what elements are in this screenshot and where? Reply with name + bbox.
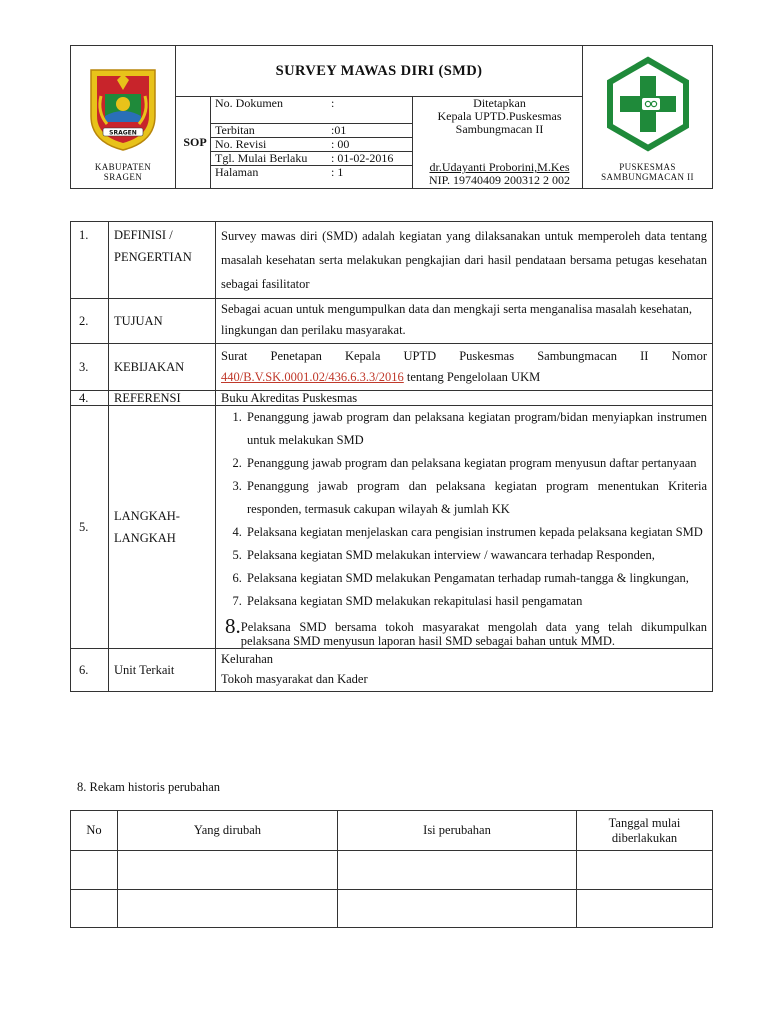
step-item: 7. Pelaksana kegiatan SMD melakukan rekapitulasi hasil pengamatan bbox=[245, 590, 707, 613]
section-label-line2: PENGERTIAN bbox=[114, 250, 192, 264]
info-row-revisi bbox=[211, 138, 413, 152]
section-number: 6. bbox=[71, 649, 109, 692]
puskesmas-caption-line2: SAMBUNGMACAN II bbox=[601, 172, 694, 182]
section-label-line2: LANGKAH bbox=[114, 531, 176, 545]
section-number: 4. bbox=[71, 391, 109, 406]
unit-terkait-line2: Tokoh masyarakat dan Kader bbox=[221, 672, 368, 686]
kabupaten-sragen-emblem-icon bbox=[87, 66, 159, 152]
section-kebijakan bbox=[71, 344, 713, 391]
section-number: 3. bbox=[71, 344, 109, 391]
history-col-no: No bbox=[71, 811, 118, 851]
history-cell bbox=[338, 890, 577, 928]
puskesmas-logo-icon bbox=[600, 56, 696, 152]
history-row bbox=[71, 890, 713, 928]
history-cell bbox=[118, 851, 338, 890]
ditetapkan-position: Kepala UPTD.Puskesmas bbox=[437, 109, 562, 123]
info-value: : 01-02-2016 bbox=[331, 151, 394, 165]
history-col-date-line2: diberlakukan bbox=[611, 830, 678, 845]
sop-label: SOP bbox=[176, 97, 211, 189]
section-label bbox=[109, 222, 216, 299]
section-label: REFERENSI bbox=[109, 391, 216, 406]
section-label: TUJUAN bbox=[109, 299, 216, 344]
section-label bbox=[109, 406, 216, 649]
history-cell bbox=[71, 890, 118, 928]
history-cell bbox=[338, 851, 577, 890]
signer-name: dr.Udayanti Proborini,M.Kes bbox=[429, 160, 570, 174]
info-key: Tgl. Mulai Berlaku bbox=[215, 151, 308, 165]
step-item: 1. Penanggung jawab program dan pelaksana kegiatan program/bidan menyiapkan instrumen untuk melakukan SMD bbox=[245, 406, 707, 452]
info-row-terbitan bbox=[211, 124, 413, 138]
steps-cell bbox=[216, 406, 713, 649]
info-row-halaman bbox=[211, 166, 413, 189]
info-value: : 1 bbox=[331, 165, 344, 179]
history-cell bbox=[118, 890, 338, 928]
sop-content-table bbox=[70, 221, 713, 692]
history-table bbox=[70, 810, 713, 928]
history-cell bbox=[71, 851, 118, 890]
kabupaten-caption-line2: SRAGEN bbox=[103, 172, 143, 182]
section-tujuan bbox=[71, 299, 713, 344]
section-label: KEBIJAKAN bbox=[109, 344, 216, 391]
info-row-tgl bbox=[211, 152, 413, 166]
kabupaten-caption-line1: KABUPATEN bbox=[94, 162, 152, 172]
info-row-dokumen bbox=[211, 97, 413, 124]
section-text bbox=[216, 344, 713, 391]
puskesmas-caption bbox=[583, 162, 712, 188]
kabupaten-caption bbox=[71, 162, 175, 188]
info-value: : bbox=[331, 96, 335, 110]
puskesmas-logo-cell bbox=[583, 46, 713, 189]
section-label-line1: LANGKAH- bbox=[114, 509, 180, 523]
emblem-ribbon-text: SRAGEN bbox=[109, 129, 137, 137]
history-col-date bbox=[577, 811, 713, 851]
history-title: 8. Rekam historis perubahan bbox=[77, 780, 221, 794]
step-item: 3. Penanggung jawab program dan pelaksana kegiatan program menentukan Kriteria responden, termasuk cakupan wilayah & jumlah KK bbox=[245, 475, 707, 521]
section-label-line1: DEFINISI / bbox=[114, 228, 173, 242]
history-cell bbox=[577, 890, 713, 928]
history-col-date-line1: Tanggal mulai bbox=[608, 815, 681, 830]
section-number: 1. bbox=[71, 222, 109, 299]
section-unit-terkait bbox=[71, 649, 713, 692]
steps-list bbox=[221, 406, 707, 613]
ditetapkan-label: Ditetapkan bbox=[473, 96, 526, 110]
step-item: 4. Pelaksana kegiatan menjelaskan cara pengisian instrumen kepada pelaksana kegiatan SMD bbox=[245, 521, 707, 544]
regulation-number-link[interactable]: 440/B.V.SK.0001.02/436.6.3.3/2016 bbox=[221, 370, 404, 384]
kebijakan-text-suffix: tentang Pengelolaan UKM bbox=[403, 370, 541, 384]
section-langkah bbox=[71, 406, 713, 649]
section-number: 5. bbox=[71, 406, 109, 649]
info-value: : 00 bbox=[331, 137, 350, 151]
step-item-8 bbox=[221, 615, 707, 648]
info-key: Terbitan bbox=[215, 123, 255, 137]
sop-header-table bbox=[70, 45, 713, 189]
section-text: Buku Akreditas Puskesmas bbox=[216, 391, 713, 406]
kebijakan-text-line2 bbox=[221, 367, 707, 388]
history-cell bbox=[577, 851, 713, 890]
section-text: Sebagai acuan untuk mengumpulkan data dan mengkaji serta menganalisa masalah kesehatan, lingkungan dan perilaku masyarakat. bbox=[216, 299, 713, 344]
puskesmas-caption-line1: PUSKESMAS bbox=[619, 162, 676, 172]
section-definisi bbox=[71, 222, 713, 299]
history-col-changed: Yang dirubah bbox=[118, 811, 338, 851]
unit-terkait-line1: Kelurahan bbox=[221, 652, 274, 666]
info-key: No. Dokumen bbox=[215, 96, 283, 110]
signer-nip: NIP. 19740409 200312 2 002 bbox=[428, 173, 570, 187]
section-number: 2. bbox=[71, 299, 109, 344]
section-referensi bbox=[71, 391, 713, 406]
kabupaten-logo-cell bbox=[71, 46, 176, 189]
section-text: Survey mawas diri (SMD) adalah kegiatan yang dilaksanakan untuk memperoleh data tentang masalah kesehatan serta melakukan pengkajian dari hasil pendataan bersama petugas kesehatan sebagai fasilitator bbox=[216, 222, 713, 299]
section-text bbox=[216, 649, 713, 692]
info-key: Halaman bbox=[215, 165, 259, 179]
step-item: 5. Pelaksana kegiatan SMD melakukan interview / wawancara terhadap Responden, bbox=[245, 544, 707, 567]
info-value: :01 bbox=[331, 123, 347, 137]
ditetapkan-block bbox=[413, 97, 583, 189]
step-8-text: Pelaksana SMD bersama tokoh masyarakat mengolah data yang telah dikumpulkan pelaksana SMD menyusun laporan hasil SMD sebagai bahan untuk MMD. bbox=[240, 620, 707, 648]
history-col-content: Isi perubahan bbox=[338, 811, 577, 851]
document-title: SURVEY MAWAS DIRI (SMD) bbox=[176, 46, 583, 97]
step-8-number: 8. bbox=[225, 614, 241, 638]
info-key: No. Revisi bbox=[215, 137, 267, 151]
step-item: 2. Penanggung jawab program dan pelaksana kegiatan program menyusun daftar pertanyaan bbox=[245, 452, 707, 475]
step-item: 6. Pelaksana kegiatan SMD melakukan Pengamatan terhadap rumah-tangga & lingkungan, bbox=[245, 567, 707, 590]
section-label: Unit Terkait bbox=[109, 649, 216, 692]
ditetapkan-unit: Sambungmacan II bbox=[455, 122, 544, 136]
kebijakan-text-line1: Surat Penetapan Kepala UPTD Puskesmas Sambungmacan II Nomor bbox=[221, 349, 707, 363]
history-row bbox=[71, 851, 713, 890]
history-header-row bbox=[71, 811, 713, 851]
